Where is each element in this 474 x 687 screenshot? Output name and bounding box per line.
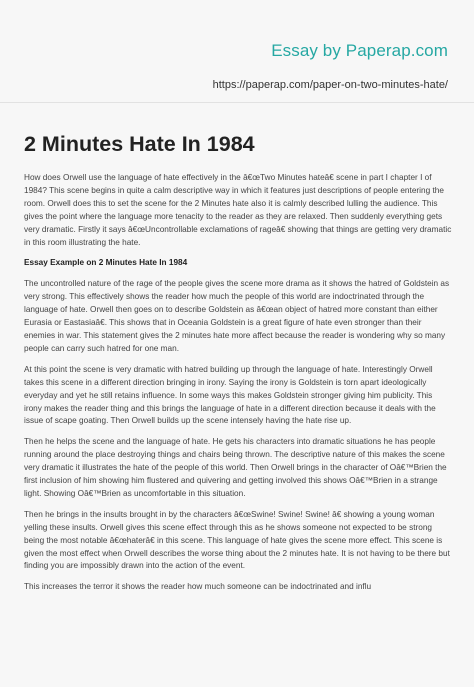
header-divider — [0, 102, 474, 103]
essay-paragraph: At this point the scene is very dramatic with hatred building up through the language of hate. Interestingly Orwell takes this scene in a different direction bringing in irony. Saying the irony is Goldstein is torn apart ideologically everyday and yet he still retains influence. In some ways this makes Goldstein stronger giving him publicity. This irony makes the reader thing and this brings the language of hate in a different direction because it deals with the issue of scape goating. Then Orwell builds up the scene intensely having the hate rise up. — [24, 364, 436, 426]
essay-paragraph: This increases the terror it shows the reader how much someone can be indoctrinated and influ — [24, 582, 372, 592]
essay-paragraph: The uncontrolled nature of the rage of the people gives the scene more drama as it shows the hatred of Goldstein as very strong. This effectively shows the reader how much the people of this world are indoctrinated through the language of hate. Orwell then goes on to describe Goldstein as â€œan object of hatred more constant than either Eurasia or Eastasiaâ€. This shows that in Oceania Goldstein is a great figure of hate even stronger than their enemies in war. This statement gives the 2 minutes hate more affect because the reader is wondering why so many people can carry such hatred for one man. — [24, 279, 450, 353]
essay-body — [24, 172, 452, 602]
essay-subheading: Essay Example on 2 Minutes Hate In 1984 — [24, 258, 188, 268]
essay-paragraph: Then he brings in the insults brought in by the characters â€œSwine! Swine! Swine! â€ showing a young woman yelling these insults. Orwell gives this scene effect through this as he shows someone not expected to be strong being the most notable â€œhaterâ€ in this scene. This language of hate gives the scene more effect. This scene is given the most effect when Orwell describes the worse thing about the 2 minutes hate. It is not having to be there but finding you are impossibly drawn into the action of the event. — [24, 509, 450, 571]
essay-title: 2 Minutes Hate In 1984 — [24, 132, 255, 156]
essay-paragraph: How does Orwell use the language of hate effectively in the â€œTwo Minutes hateâ€ scene in part I chapter I of 1984? This scene begins in quite a calm descriptive way in which it features just descriptions of people entering the room. Orwell does this to set the scene for the 2 Minutes hate also it is calmly described lulling the audience. This gives the point where the language more tenacity to the reader as they are relaxed. Then suddenly everything gets very dramatic. Firstly it says â€œUncontrollable exclamations of rageâ€ showing that things are getting very dramatic in this room illustrating the hate. — [24, 173, 452, 247]
source-url-link[interactable]: https://paperap.com/paper-on-two-minutes-hate/ — [212, 79, 448, 91]
essay-paragraph: Then he helps the scene and the language of hate. He gets his characters into dramatic situations he has people running around the place destroying things and chairs being thrown. The descriptive nature of this makes the scene very dramatic it illustrates the hate of the people of this world. Then Orwell brings in the character of Oâ€™Brien the first inclusion of him showing him flustered and quivering and getting involved this shows Oâ€™Brien in a strange light. Showing Oâ€™Brien as uncomfortable in this situation. — [24, 437, 447, 498]
site-brand-link[interactable]: Essay by Paperap.com — [271, 41, 448, 60]
